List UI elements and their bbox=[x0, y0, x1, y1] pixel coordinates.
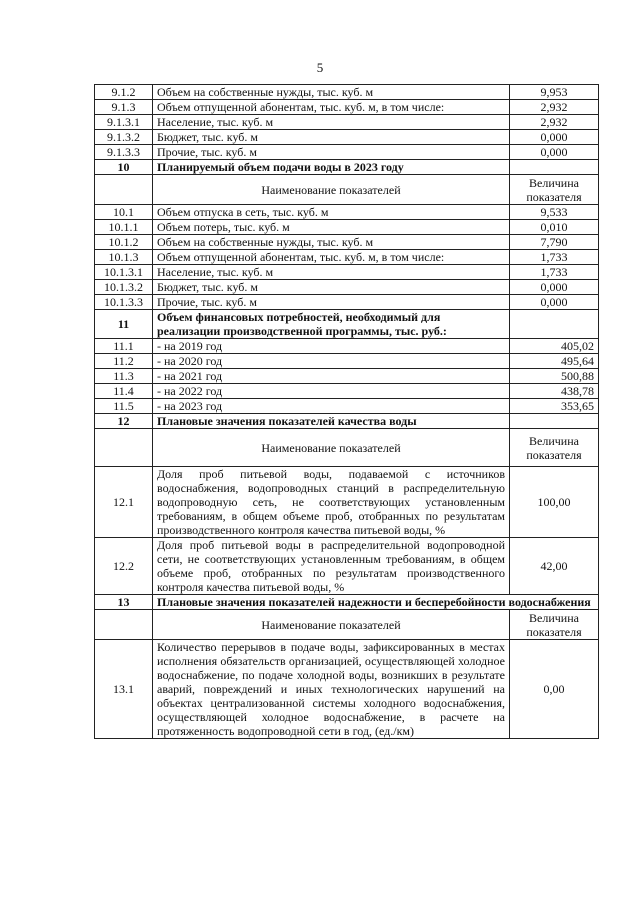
header-value: Величина показателя bbox=[510, 610, 599, 640]
table-row bbox=[95, 467, 599, 538]
row-number: 10.1.2 bbox=[95, 235, 153, 250]
table-row bbox=[95, 205, 599, 220]
row-name: Прочие, тыс. куб. м bbox=[153, 145, 510, 160]
row-number: 12.2 bbox=[95, 538, 153, 595]
page-number: 5 bbox=[316, 60, 324, 75]
header-name: Наименование показателей bbox=[153, 429, 510, 467]
row-number: 10.1.3 bbox=[95, 250, 153, 265]
empty-cell bbox=[95, 429, 153, 467]
row-value: 7,790 bbox=[510, 235, 599, 250]
section-title: Объем финансовых потребностей, необходимый для реализации производственной программы, тыс. руб.: bbox=[153, 310, 510, 339]
row-value: 495,64 bbox=[510, 354, 599, 369]
section-title: Плановые значения показателей надежности и бесперебойности водоснабжения bbox=[153, 595, 599, 610]
header-name: Наименование показателей bbox=[153, 175, 510, 205]
row-name: Объем на собственные нужды, тыс. куб. м bbox=[153, 235, 510, 250]
section-number: 12 bbox=[95, 414, 153, 429]
table-row bbox=[95, 235, 599, 250]
row-number: 9.1.3 bbox=[95, 100, 153, 115]
row-name: Объем отпуска в сеть, тыс. куб. м bbox=[153, 205, 510, 220]
section-row bbox=[95, 595, 599, 610]
section-row bbox=[95, 160, 599, 175]
row-value: 353,65 bbox=[510, 399, 599, 414]
section-row bbox=[95, 310, 599, 339]
table-row bbox=[95, 280, 599, 295]
row-value: 100,00 bbox=[510, 467, 599, 538]
row-name: Доля проб питьевой воды, подаваемой с источников водоснабжения, водопроводных станций в распределительную водопроводную сеть, не соответствующих установленным требованиям, в общем объеме проб, отобранных по результатам производственного контроля качества питьевой воды, % bbox=[153, 467, 510, 538]
row-number: 11.3 bbox=[95, 369, 153, 384]
row-value: 9,533 bbox=[510, 205, 599, 220]
empty-cell bbox=[510, 310, 599, 339]
row-name: Доля проб питьевой воды в распределительной водопроводной сети, не соответствующих установленным требованиям, в общем объеме проб, отобранных по результатам производственного контроля качества питьевой воды, % bbox=[153, 538, 510, 595]
table-row bbox=[95, 369, 599, 384]
row-value: 0,000 bbox=[510, 145, 599, 160]
row-number: 12.1 bbox=[95, 467, 153, 538]
row-value: 2,932 bbox=[510, 100, 599, 115]
row-value: 0,000 bbox=[510, 295, 599, 310]
table-row bbox=[95, 265, 599, 280]
table-row bbox=[95, 339, 599, 354]
row-name: - на 2020 год bbox=[153, 354, 510, 369]
row-value: 42,00 bbox=[510, 538, 599, 595]
row-number: 9.1.3.2 bbox=[95, 130, 153, 145]
row-name: Количество перерывов в подаче воды, зафиксированных в местах исполнения обязательств организацией, осуществляющей холодное водоснабжение, по подаче холодной воды, возникших в результате аварий, повреждений и иных технологических нарушений на объектах централизованной системы холодного водоснабжения, осуществляющей холодное водоснабжение, в расчете на протяженность водопроводной сети в год, (ед./км) bbox=[153, 640, 510, 739]
row-name: Объем на собственные нужды, тыс. куб. м bbox=[153, 85, 510, 100]
row-number: 11.5 bbox=[95, 399, 153, 414]
row-name: Население, тыс. куб. м bbox=[153, 265, 510, 280]
section-row bbox=[95, 414, 599, 429]
table-row bbox=[95, 85, 599, 100]
row-name: - на 2022 год bbox=[153, 384, 510, 399]
row-number: 10.1.3.2 bbox=[95, 280, 153, 295]
row-value: 1,733 bbox=[510, 265, 599, 280]
empty-cell bbox=[95, 175, 153, 205]
section-title: Планируемый объем подачи воды в 2023 году bbox=[153, 160, 510, 175]
row-name: - на 2021 год bbox=[153, 369, 510, 384]
header-row bbox=[95, 610, 599, 640]
row-name: Бюджет, тыс. куб. м bbox=[153, 130, 510, 145]
row-number: 11.4 bbox=[95, 384, 153, 399]
section-number: 13 bbox=[95, 595, 153, 610]
row-number: 11.1 bbox=[95, 339, 153, 354]
empty-cell bbox=[95, 610, 153, 640]
table-row bbox=[95, 399, 599, 414]
row-name: Объем отпущенной абонентам, тыс. куб. м, в том числе: bbox=[153, 250, 510, 265]
row-name: - на 2023 год bbox=[153, 399, 510, 414]
row-number: 9.1.2 bbox=[95, 85, 153, 100]
row-value: 405,02 bbox=[510, 339, 599, 354]
table-row bbox=[95, 640, 599, 739]
table-row bbox=[95, 354, 599, 369]
section-number: 10 bbox=[95, 160, 153, 175]
empty-cell bbox=[510, 160, 599, 175]
table-row bbox=[95, 220, 599, 235]
row-name: Прочие, тыс. куб. м bbox=[153, 295, 510, 310]
row-value: 1,733 bbox=[510, 250, 599, 265]
table-row bbox=[95, 384, 599, 399]
table-row bbox=[95, 145, 599, 160]
row-value: 500,88 bbox=[510, 369, 599, 384]
row-number: 9.1.3.3 bbox=[95, 145, 153, 160]
header-row bbox=[95, 175, 599, 205]
row-number: 10.1.1 bbox=[95, 220, 153, 235]
header-value: Величина показателя bbox=[510, 175, 599, 205]
row-name: Бюджет, тыс. куб. м bbox=[153, 280, 510, 295]
row-name: Объем отпущенной абонентам, тыс. куб. м, в том числе: bbox=[153, 100, 510, 115]
header-row bbox=[95, 429, 599, 467]
row-number: 10.1 bbox=[95, 205, 153, 220]
row-number: 13.1 bbox=[95, 640, 153, 739]
row-value: 2,932 bbox=[510, 115, 599, 130]
row-name: Объем потерь, тыс. куб. м bbox=[153, 220, 510, 235]
header-name: Наименование показателей bbox=[153, 610, 510, 640]
row-value: 0,000 bbox=[510, 280, 599, 295]
row-value: 0,010 bbox=[510, 220, 599, 235]
row-value: 9,953 bbox=[510, 85, 599, 100]
table-row bbox=[95, 115, 599, 130]
empty-cell bbox=[510, 414, 599, 429]
indicators-table bbox=[94, 84, 599, 739]
table-row bbox=[95, 295, 599, 310]
row-number: 9.1.3.1 bbox=[95, 115, 153, 130]
row-number: 11.2 bbox=[95, 354, 153, 369]
table-row bbox=[95, 538, 599, 595]
table-row bbox=[95, 100, 599, 115]
table-row bbox=[95, 130, 599, 145]
row-value: 0,000 bbox=[510, 130, 599, 145]
row-value: 0,00 bbox=[510, 640, 599, 739]
section-number: 11 bbox=[95, 310, 153, 339]
row-name: - на 2019 год bbox=[153, 339, 510, 354]
row-number: 10.1.3.1 bbox=[95, 265, 153, 280]
table-row bbox=[95, 250, 599, 265]
row-number: 10.1.3.3 bbox=[95, 295, 153, 310]
row-value: 438,78 bbox=[510, 384, 599, 399]
section-title: Плановые значения показателей качества воды bbox=[153, 414, 510, 429]
row-name: Население, тыс. куб. м bbox=[153, 115, 510, 130]
header-value: Величина показателя bbox=[510, 429, 599, 467]
